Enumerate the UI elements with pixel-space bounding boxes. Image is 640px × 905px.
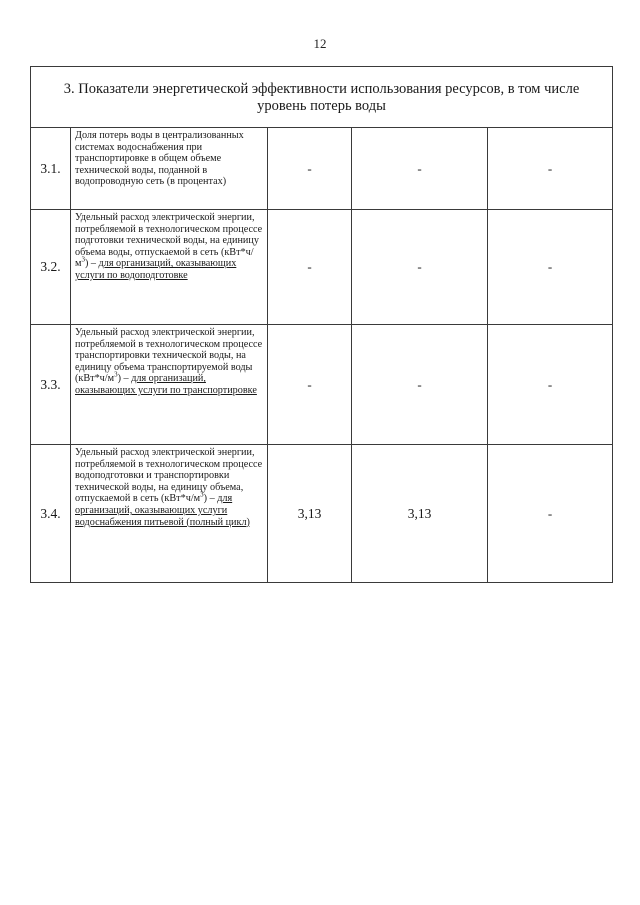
table-row (31, 128, 613, 210)
value: - (547, 259, 553, 274)
value-cell (352, 325, 488, 445)
row-description (71, 128, 268, 210)
row-description (71, 445, 268, 583)
value-cell (268, 210, 352, 325)
value: - (417, 376, 422, 392)
value-cell (488, 325, 613, 445)
page-number: 12 (313, 36, 327, 51)
description-underlined: для организаций, оказывающих услуги по водоподготовке (75, 258, 237, 281)
value: - (307, 376, 312, 392)
row-number: 3.1. (31, 128, 71, 210)
description-tail: ) – (203, 493, 218, 505)
value: - (307, 259, 312, 274)
row-number: 3.3. (31, 325, 71, 445)
value: - (417, 259, 422, 274)
value-cell (352, 210, 488, 325)
value: - (547, 505, 553, 521)
value-cell (488, 128, 613, 210)
description-tail: ) – (117, 373, 132, 385)
value: - (307, 160, 312, 176)
description-text: Доля потерь воды в централизованных системах водоснабжения при транспортировке в общем объеме технической воды, поданной в водопроводную сеть (в процентах) (75, 130, 244, 188)
value-cell (268, 445, 352, 583)
value-cell (268, 325, 352, 445)
description-underlined: для организаций, оказывающих услуги по транспортировке (75, 373, 257, 396)
value: - (417, 160, 422, 176)
value: - (547, 376, 553, 392)
unit-superscript: 3 (81, 255, 85, 264)
table-row (31, 445, 613, 583)
description-text: Удельный расход электрической энергии, потребляемой в технологическом процессе подготовки технической воды, на единицу объема воды, отпускаемой в сеть (кВт*ч/м (75, 212, 263, 270)
unit-superscript: 3 (200, 490, 204, 499)
value-cell (488, 445, 613, 583)
value: 3,13 (297, 505, 322, 521)
row-description (71, 325, 268, 445)
table-row (31, 210, 613, 325)
section-title: 3. Показатели энергетической эффективности использования ресурсов, в том числе уровень потерь воды (31, 67, 613, 128)
description-text: Удельный расход электрической энергии, потребляемой в технологическом процессе транспортировки технической воды, на единицу объема транспортируемой воды (кВт*ч/м (75, 327, 263, 385)
section-header-row (31, 67, 613, 128)
description-text: Удельный расход электрической энергии, потребляемой в технологическом процессе водоподготовки и транспортировки технической воды, на единицу объема, отпускаемой в сеть (кВт*ч/м (75, 447, 263, 505)
value: - (547, 160, 553, 176)
value-cell (352, 128, 488, 210)
value-cell (352, 445, 488, 583)
table-row (31, 325, 613, 445)
unit-superscript: 3 (114, 370, 118, 379)
description-underlined: для организаций, оказывающих услуги водоснабжения питьевой (полный цикл) (75, 493, 250, 528)
description-tail: ) – (84, 258, 99, 270)
value-cell (488, 210, 613, 325)
value: 3,13 (407, 505, 432, 521)
value-cell (268, 128, 352, 210)
row-description (71, 210, 268, 325)
row-number: 3.4. (31, 445, 71, 583)
row-number: 3.2. (31, 210, 71, 325)
indicators-table (30, 66, 613, 583)
